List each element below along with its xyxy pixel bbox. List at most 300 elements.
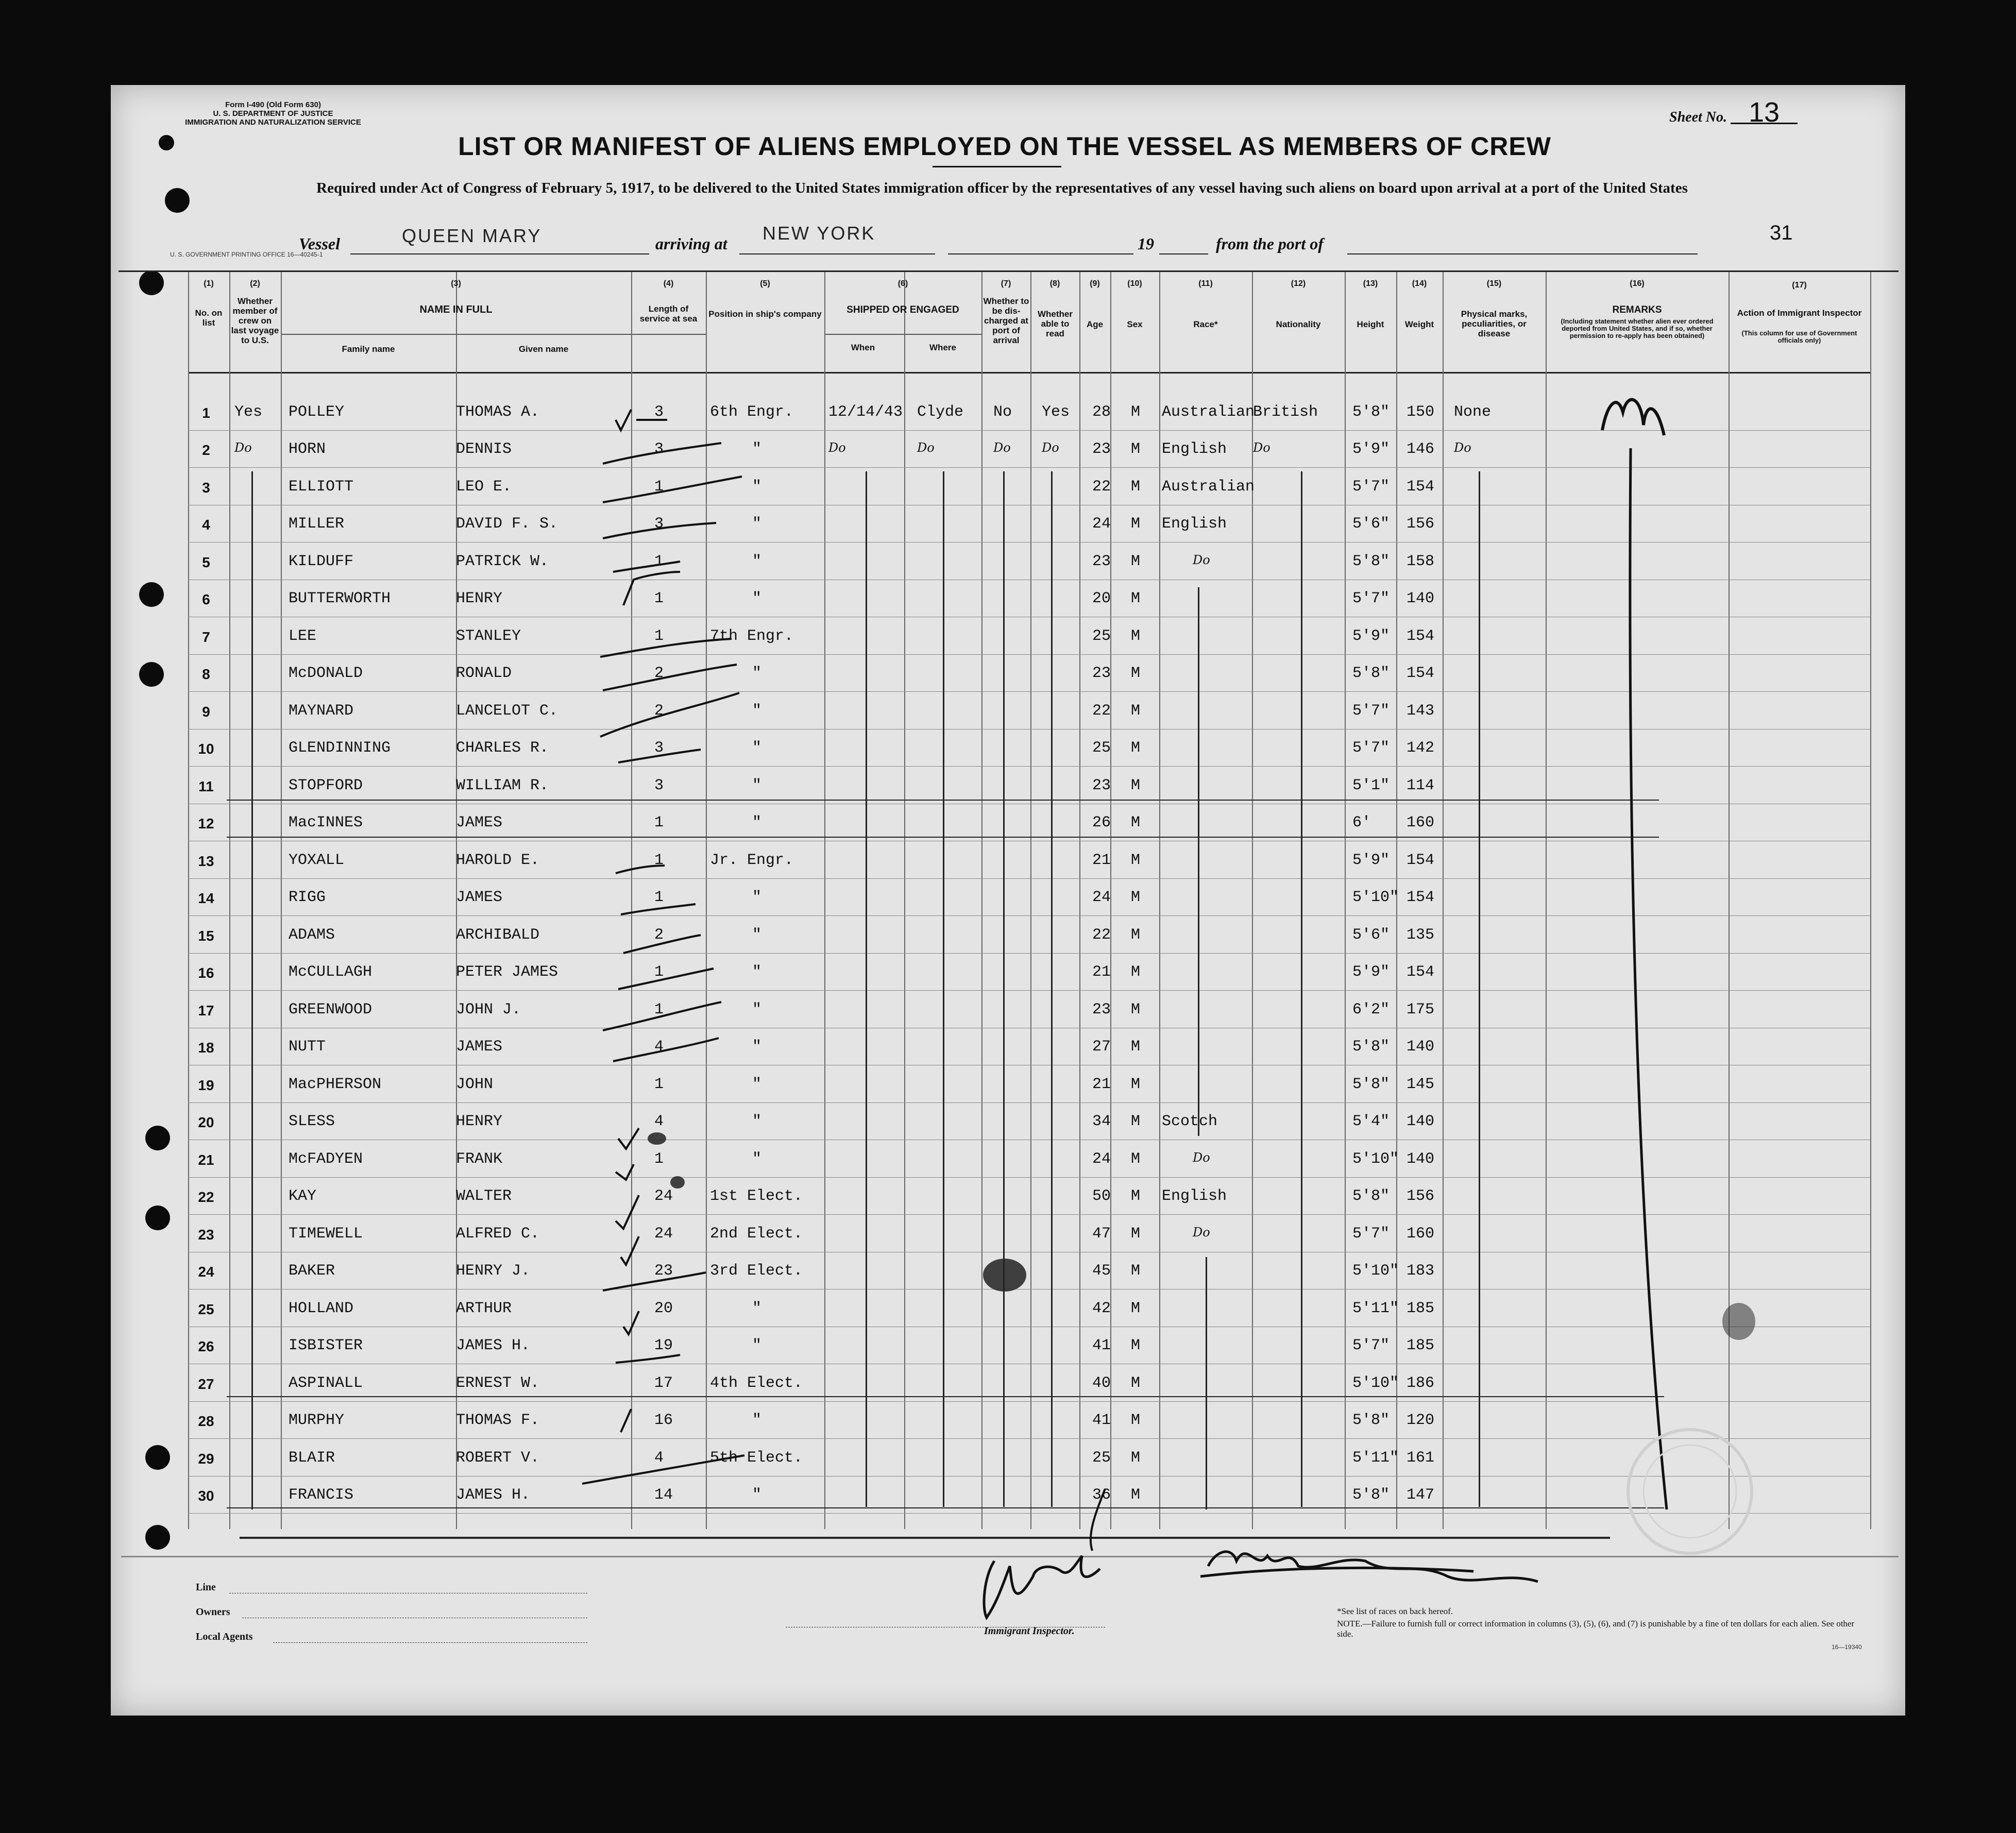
family-name-cell: ASPINALL [289,1374,363,1392]
position-cell: " [752,1486,762,1504]
printing-office-line: U. S. GOVERNMENT PRINTING OFFICE 16—40245-1 [170,251,323,258]
family-name-cell: McFADYEN [289,1150,363,1168]
service-length-cell: 1 [654,553,664,570]
age-cell: 26 [1092,814,1111,831]
position-cell: " [752,1076,762,1093]
remarks-ditto-line [1630,448,1667,1509]
given-name-cell: JOHN J. [456,1001,521,1019]
weight-cell: 114 [1407,777,1435,794]
header-name-in-full: NAME IN FULL [419,304,493,315]
age-cell: 47 [1092,1225,1111,1243]
age-cell: 27 [1092,1038,1111,1056]
header-race: Race* [1193,319,1218,329]
header-given-name: Given name [518,344,569,354]
family-name-cell: ELLIOTT [289,478,354,496]
weight-cell: 154 [1407,889,1435,906]
weight-cell: 143 [1407,702,1435,720]
col-number: (16) [1630,279,1645,288]
check-mark [613,1038,719,1061]
crew-member-cell: Yes [234,403,263,421]
given-name-cell: JAMES H. [456,1486,531,1504]
col-number: (6) [897,279,908,288]
family-name-cell: NUTT [289,1038,326,1056]
position-cell: " [752,1337,762,1354]
family-name-cell: MacPHERSON [289,1076,382,1093]
family-name-cell: HORN [289,440,326,458]
service-length-cell: 4 [654,1449,664,1467]
position-cell: " [752,553,762,570]
sex-cell: M [1131,515,1141,533]
embossed-seal [1644,1445,1736,1538]
header-remarks-note: (Including statement whether alien ever ordered deported from United States, and if so, whether permission to re-apply has been obtained) [1561,317,1714,340]
sex-cell: M [1131,852,1141,869]
header-remarks: REMARKS [1612,304,1662,315]
weight-cell: 156 [1407,515,1435,533]
sex-cell: M [1131,1113,1141,1130]
family-name-cell: KILDUFF [289,553,354,570]
col-number: (2) [250,279,260,288]
sex-cell: M [1131,702,1141,720]
age-cell: 28 [1092,403,1111,421]
weight-cell: 156 [1407,1187,1435,1205]
position-cell: " [752,440,762,458]
age-cell: 22 [1092,926,1111,944]
service-length-cell: 1 [654,852,664,869]
race-cell: Scotch [1162,1113,1218,1130]
age-cell: 21 [1092,963,1111,981]
master-signature [1208,1552,1538,1582]
family-name-cell: GREENWOOD [289,1001,372,1019]
header-sex: Sex [1127,319,1143,329]
weight-cell: 135 [1407,926,1435,944]
sex-cell: M [1131,1449,1141,1467]
height-cell: 5'9" [1352,852,1390,869]
weight-cell: 145 [1407,1076,1435,1093]
arriving-port: NEW YORK [763,223,876,244]
given-name-cell: HENRY [456,1113,503,1130]
height-cell: 5'9" [1352,963,1390,981]
service-length-cell: 4 [654,1038,664,1056]
header-height: Height [1357,319,1384,329]
header-inspector-note: (This column for use of Government officials only) [1741,329,1857,344]
header-shipped-engaged: SHIPPED OR ENGAGED [846,304,959,315]
given-name-cell: LEO E. [456,478,512,496]
height-cell: 5'8" [1352,665,1390,682]
col-number: (5) [760,279,770,288]
row-number: 17 [198,1003,214,1019]
family-name-cell: STOPFORD [289,777,363,794]
given-name-cell: ROBERT V. [456,1449,540,1467]
height-cell: 5'8" [1352,1076,1390,1093]
sex-cell: M [1131,1374,1141,1392]
check-mark [621,1409,631,1432]
position-cell: " [752,665,762,682]
service-length-cell: 1 [654,814,664,831]
position-cell: " [752,1113,762,1130]
discharged-cell: No [993,403,1012,421]
header-discharged: Whether to be dis-charged at port of arrival [983,296,1029,345]
position-cell: 7th Engr. [710,627,794,645]
inspector-label: Immigrant Inspector. [984,1625,1075,1637]
service-length-cell: 20 [654,1300,673,1317]
given-name-cell: HENRY [456,590,503,607]
family-name-cell: ISBISTER [289,1337,363,1354]
nationality-cell: Do [1253,440,1270,455]
height-cell: 5'10" [1352,1262,1399,1280]
row-number: 13 [198,853,214,869]
check-mark [603,443,721,464]
service-length-cell: 1 [654,478,664,496]
position-cell: " [752,1412,762,1429]
weight-cell: 140 [1407,590,1435,607]
height-cell: 5'8" [1352,1486,1390,1504]
line-label: Line [196,1582,216,1593]
check-mark [618,1128,639,1149]
col-number: (14) [1412,279,1427,288]
age-cell: 45 [1092,1262,1111,1280]
page-title: LIST OR MANIFEST OF ALIENS EMPLOYED ON THE VESSEL AS MEMBERS OF CREW [458,132,1551,161]
given-name-cell: HAROLD E. [456,852,540,869]
position-cell: " [752,478,762,496]
row-number: 29 [198,1451,214,1467]
given-name-cell: WILLIAM R. [456,777,549,794]
service-length-cell: 1 [654,627,664,645]
family-name-cell: MAYNARD [289,702,354,720]
col-number: (7) [1001,279,1011,288]
position-cell: " [752,926,762,944]
sex-cell: M [1131,1300,1141,1317]
from-port-label: from the port of [1216,234,1324,253]
form-identifier: Form I-490 (Old Form 630) U. S. DEPARTMENT OF JUSTICE IMMIGRATION AND NATURALIZATION SERVICE [185,100,361,127]
sex-cell: M [1131,1412,1141,1429]
position-cell: " [752,590,762,607]
service-length-cell: 3 [654,739,664,757]
header-length-of-service: Length of service at sea [639,304,698,324]
sheet-number-label: Sheet No. [1669,109,1727,125]
age-cell: 22 [1092,478,1111,496]
check-mark [616,1355,680,1363]
physical-marks-cell: Do [1454,440,1471,455]
check-mark [616,865,665,873]
given-name-cell: JAMES [456,814,503,831]
age-cell: 36 [1092,1486,1111,1504]
age-cell: 50 [1092,1187,1111,1205]
check-mark [616,1164,634,1180]
check-mark [603,523,716,538]
age-cell: 25 [1092,739,1111,757]
header-age: Age [1086,319,1104,329]
race-cell: English [1162,515,1227,533]
sex-cell: M [1131,926,1141,944]
position-cell: Jr. Engr. [710,852,794,869]
age-cell: 25 [1092,627,1111,645]
sex-cell: M [1131,553,1141,570]
penalty-note: NOTE.—Failure to furnish full or correct information in columns (3), (5), (6), and (7) is punishable by a fine of ten dollars for each alien. See other side. [1337,1619,1855,1639]
sex-cell: M [1131,889,1141,906]
family-name-cell: RIGG [289,889,326,906]
physical-marks-cell: None [1454,403,1492,421]
family-name-cell: GLENDINNING [289,739,391,757]
row-number: 1 [202,405,210,421]
weight-cell: 140 [1407,1150,1435,1168]
weight-cell: 154 [1407,852,1435,869]
service-length-cell: 17 [654,1374,673,1392]
age-cell: 34 [1092,1113,1111,1130]
row-number: 22 [198,1189,214,1205]
age-cell: 25 [1092,1449,1111,1467]
race-cell: Do [1193,553,1210,567]
given-name-cell: ARTHUR [456,1300,512,1317]
weight-cell: 146 [1407,440,1435,458]
row-number: 11 [198,778,214,794]
row-number: 21 [198,1152,214,1168]
weight-cell: 147 [1407,1486,1435,1504]
height-cell: 5'10" [1352,889,1399,906]
page-number: 31 [1770,222,1793,244]
family-name-cell: YOXALL [289,852,345,869]
header-weight: Weight [1404,319,1434,329]
age-cell: 40 [1092,1374,1111,1392]
service-length-cell: 4 [654,1113,664,1130]
age-cell: 41 [1092,1337,1111,1354]
sex-cell: M [1131,1076,1141,1093]
sex-cell: M [1131,440,1141,458]
given-name-cell: DENNIS [456,440,512,458]
nationality-cell: British [1253,403,1318,421]
header-nationality: Nationality [1276,319,1321,329]
height-cell: 5'9" [1352,440,1390,458]
family-name-cell: POLLEY [289,403,345,421]
row-number: 19 [198,1077,214,1093]
row-number: 16 [198,965,214,981]
given-name-cell: PETER JAMES [456,963,558,981]
check-mark [618,750,701,762]
vessel-name: QUEEN MARY [402,225,542,246]
sex-cell: M [1131,1187,1141,1205]
height-cell: 5'11" [1352,1300,1399,1317]
service-length-cell: 1 [654,1001,664,1019]
ink-blot [983,1259,1026,1292]
height-cell: 5'7" [1352,1337,1390,1354]
row-number: 23 [198,1227,214,1243]
position-cell: 6th Engr. [710,403,794,421]
embossed-seal [1628,1430,1752,1553]
position-cell: " [752,963,762,981]
sex-cell: M [1131,1225,1141,1243]
row-number: 6 [202,591,210,607]
family-name-cell: SLESS [289,1113,335,1130]
given-name-cell: PATRICK W. [456,553,549,570]
given-name-cell: RONALD [456,665,512,682]
agents-label: Local Agents [196,1631,253,1642]
service-length-cell: 1 [654,590,664,607]
check-mark [603,1002,721,1030]
service-length-cell: 24 [654,1225,673,1243]
position-cell: 4th Elect. [710,1374,803,1392]
row-number: 20 [198,1114,214,1130]
height-cell: 5'8" [1352,403,1390,421]
check-mark [621,904,696,914]
position-cell: " [752,1300,762,1317]
form-code: 16—19340 [1832,1643,1862,1651]
sex-cell: M [1131,1038,1141,1056]
position-cell: " [752,702,762,720]
sex-cell: M [1131,590,1141,607]
service-length-cell: 1 [654,1076,664,1093]
family-name-cell: KAY [289,1187,317,1205]
race-cell: Australian [1162,403,1255,421]
agents-underline [273,1642,587,1643]
service-length-cell: 3 [654,440,664,458]
height-cell: 5'10" [1352,1374,1399,1392]
position-cell: 2nd Elect. [710,1225,803,1243]
sex-cell: M [1131,478,1141,496]
sex-cell: M [1131,777,1141,794]
remarks-initial [1602,400,1664,435]
check-mark [623,935,701,953]
height-cell: 5'8" [1352,553,1390,570]
year-label: 19 [1138,234,1154,253]
weight-cell: 185 [1407,1337,1435,1354]
family-name-cell: McCULLAGH [289,963,372,981]
header-where: Where [929,343,956,352]
shipped-where-cell: Clyde [917,403,964,421]
check-mark [603,477,742,502]
row-number: 24 [198,1264,214,1280]
row-number: 4 [202,517,210,533]
able-to-read-cell: Yes [1042,403,1070,421]
check-mark [613,562,680,572]
col-number: (13) [1363,279,1378,288]
shipped-when-cell: 12/14/43 [828,403,903,421]
given-name-cell: ALFRED C. [456,1225,540,1243]
sex-cell: M [1131,739,1141,757]
check-mark [618,969,714,989]
row-number: 27 [198,1376,214,1392]
position-cell: " [752,1038,762,1056]
position-cell: " [752,515,762,533]
header-family-name: Family name [342,344,395,354]
weight-cell: 150 [1407,403,1435,421]
sex-cell: M [1131,1001,1141,1019]
service-length-cell: 3 [654,777,664,794]
service-length-cell: 2 [654,926,664,944]
weight-cell: 175 [1407,1001,1435,1019]
row-number: 2 [202,442,210,458]
race-cell: Australian [1162,478,1255,496]
sex-cell: M [1131,403,1141,421]
given-name-cell: FRANK [456,1150,503,1168]
row-number: 9 [202,704,210,720]
shipped-when-cell: Do [828,440,846,455]
arriving-label: arriving at [655,234,727,253]
row-number: 26 [198,1338,214,1354]
col-number: (17) [1792,281,1807,290]
service-length-cell: 1 [654,963,664,981]
service-length-cell: 3 [654,515,664,533]
service-length-cell: 2 [654,665,664,682]
weight-cell: 161 [1407,1449,1435,1467]
race-cell: Do [1193,1225,1210,1240]
given-name-cell: DAVID F. S. [456,515,558,533]
check-mark [616,1195,639,1229]
height-cell: 5'1" [1352,777,1390,794]
position-cell: 5th Elect. [710,1449,803,1467]
weight-cell: 160 [1407,1225,1435,1243]
header-no-on-list: No. on list [195,308,223,328]
col-number: (8) [1049,279,1060,288]
sheet-number: 13 [1731,102,1798,124]
height-cell: 5'11" [1352,1449,1399,1467]
height-cell: 6' [1352,814,1371,831]
age-cell: 24 [1092,515,1111,533]
col-number: (3) [451,279,461,288]
height-cell: 5'7" [1352,478,1390,496]
header-physical-marks: Physical marks, peculiarities, or disease [1461,309,1528,338]
check-mark [600,693,739,737]
given-name-cell: HENRY J. [456,1262,531,1280]
sex-cell: M [1131,627,1141,645]
col-number: (15) [1486,279,1502,288]
position-cell: " [752,1001,762,1019]
col-number: (9) [1090,279,1100,288]
height-cell: 5'7" [1352,739,1390,757]
sex-cell: M [1131,1262,1141,1280]
able-to-read-cell: Do [1042,440,1059,455]
age-cell: 23 [1092,777,1111,794]
position-cell: " [752,814,762,831]
family-name-cell: MURPHY [289,1412,345,1429]
given-name-cell: THOMAS A. [456,403,540,421]
header-inspector-action: Action of Immigrant Inspector [1737,308,1862,318]
ink-blot [648,1132,666,1145]
height-cell: 5'7" [1352,702,1390,720]
service-length-cell: 19 [654,1337,673,1354]
row-number: 7 [202,629,210,645]
position-cell: 3rd Elect. [710,1262,803,1280]
row-number: 12 [198,816,214,831]
weight-cell: 183 [1407,1262,1435,1280]
row-number: 28 [198,1413,214,1429]
inspector-stroke [1091,1489,1105,1551]
col-number: (12) [1291,279,1306,288]
family-name-cell: BUTTERWORTH [289,590,391,607]
given-name-cell: CHARLES R. [456,739,549,757]
discharged-cell: Do [993,440,1011,455]
age-cell: 41 [1092,1412,1111,1429]
weight-cell: 154 [1407,963,1435,981]
family-name-cell: BLAIR [289,1449,335,1467]
weight-cell: 140 [1407,1113,1435,1130]
given-name-cell: WALTER [456,1187,512,1205]
service-length-cell: 2 [654,702,664,720]
shipped-where-cell: Do [917,440,935,455]
weight-cell: 154 [1407,665,1435,682]
header-member-of-crew: Whether member of crew on last voyage to U.S. [231,296,279,345]
given-name-cell: JOHN [456,1076,494,1093]
check-mark [603,665,737,690]
row-number: 30 [198,1488,214,1504]
vessel-label: Vessel [299,234,340,253]
race-cell: English [1162,1187,1227,1205]
service-length-cell: 24 [654,1187,673,1205]
age-cell: 23 [1092,440,1111,458]
position-cell: " [752,739,762,757]
races-note: *See list of races on back hereof. [1337,1606,1453,1616]
sex-cell: M [1131,1150,1141,1168]
age-cell: 21 [1092,852,1111,869]
owners-label: Owners [196,1606,230,1618]
